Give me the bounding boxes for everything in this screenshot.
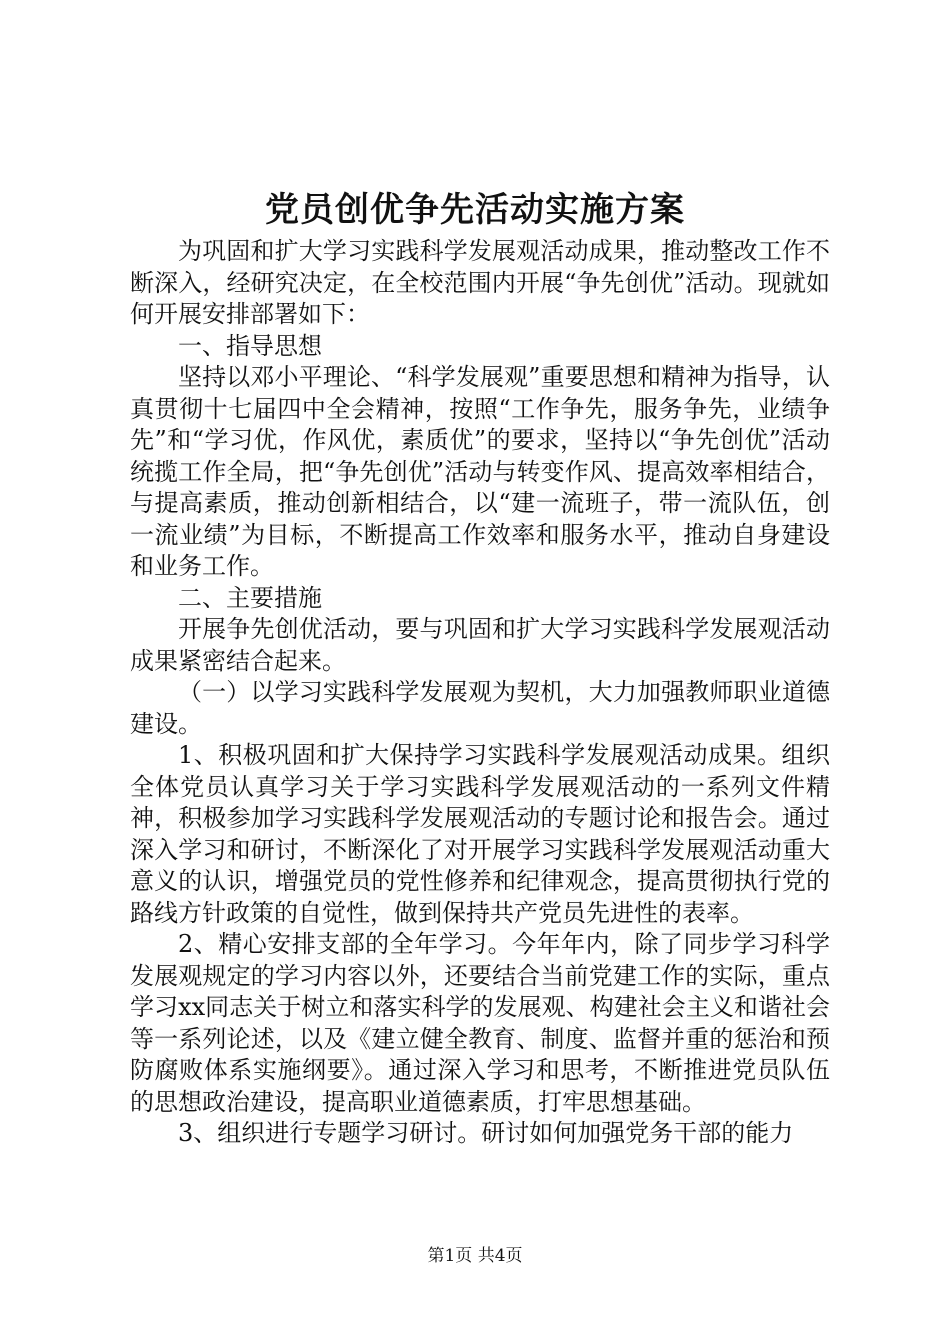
section-heading-guiding-ideology: 一、指导思想 bbox=[178, 331, 322, 360]
document-body bbox=[130, 236, 830, 1150]
subsection-heading-1: （一）以学习实践科学发展观为契机，大力加强教师职业道德建设。 bbox=[130, 678, 830, 738]
item-1-paragraph: 1、积极巩固和扩大保持学习实践科学发展观活动成果。组织全体党员认真学习关于学习实践科学发展观活动的一系列文件精神，积极参加学习实践科学发展观活动的专题讨论和报告会。通过深入学习和研讨，不断深化了对开展学习实践科学发展观活动重大意义的认识，增强党员的党性修养和纪律观念，提高贯彻执行党的路线方针政策的自觉性，做到保持共产党员先进性的表率。 bbox=[130, 741, 830, 927]
item-2-paragraph: 2、精心安排支部的全年学习。今年年内，除了同步学习科学发展观规定的学习内容以外，还要结合当前党建工作的实际，重点学习xx同志关于树立和落实科学的发展观、构建社会主义和谐社会等一系列论述，以及《建立健全教育、制度、监督并重的惩治和预防腐败体系实施纲要》。通过深入学习和思考，不断推进党员队伍的思想政治建设，提高职业道德素质，打牢思想基础。 bbox=[130, 930, 830, 1116]
guiding-ideology-paragraph: 坚持以邓小平理论、“科学发展观”重要思想和精神为指导，认真贯彻十七届四中全会精神，按照“工作争先，服务争先，业绩争先”和“学习优，作风优，素质优”的要求，坚持以“争先创优”活动统揽工作全局，把“争先创优”活动与转变作风、提高效率相结合，与提高素质，推动创新相结合，以“建一流班子，带一流队伍，创一流业绩”为目标，不断提高工作效率和服务水平，推动自身建设和业务工作。 bbox=[130, 363, 830, 580]
document-title: 党员创优争先活动实施方案 bbox=[265, 190, 685, 230]
intro-paragraph: 为巩固和扩大学习实践科学发展观活动成果，推动整改工作不断深入，经研究决定，在全校范围内开展“争先创优”活动。现就如何开展安排部署如下： bbox=[130, 237, 830, 328]
section-heading-main-measures: 二、主要措施 bbox=[178, 583, 322, 612]
item-3-paragraph: 3、组织进行专题学习研讨。研讨如何加强党务干部的能力 bbox=[178, 1119, 794, 1147]
main-measures-paragraph: 开展争先创优活动，要与巩固和扩大学习实践科学发展观活动成果紧密结合起来。 bbox=[130, 615, 830, 675]
page-footer: 第1页 共4页 bbox=[427, 1246, 523, 1266]
